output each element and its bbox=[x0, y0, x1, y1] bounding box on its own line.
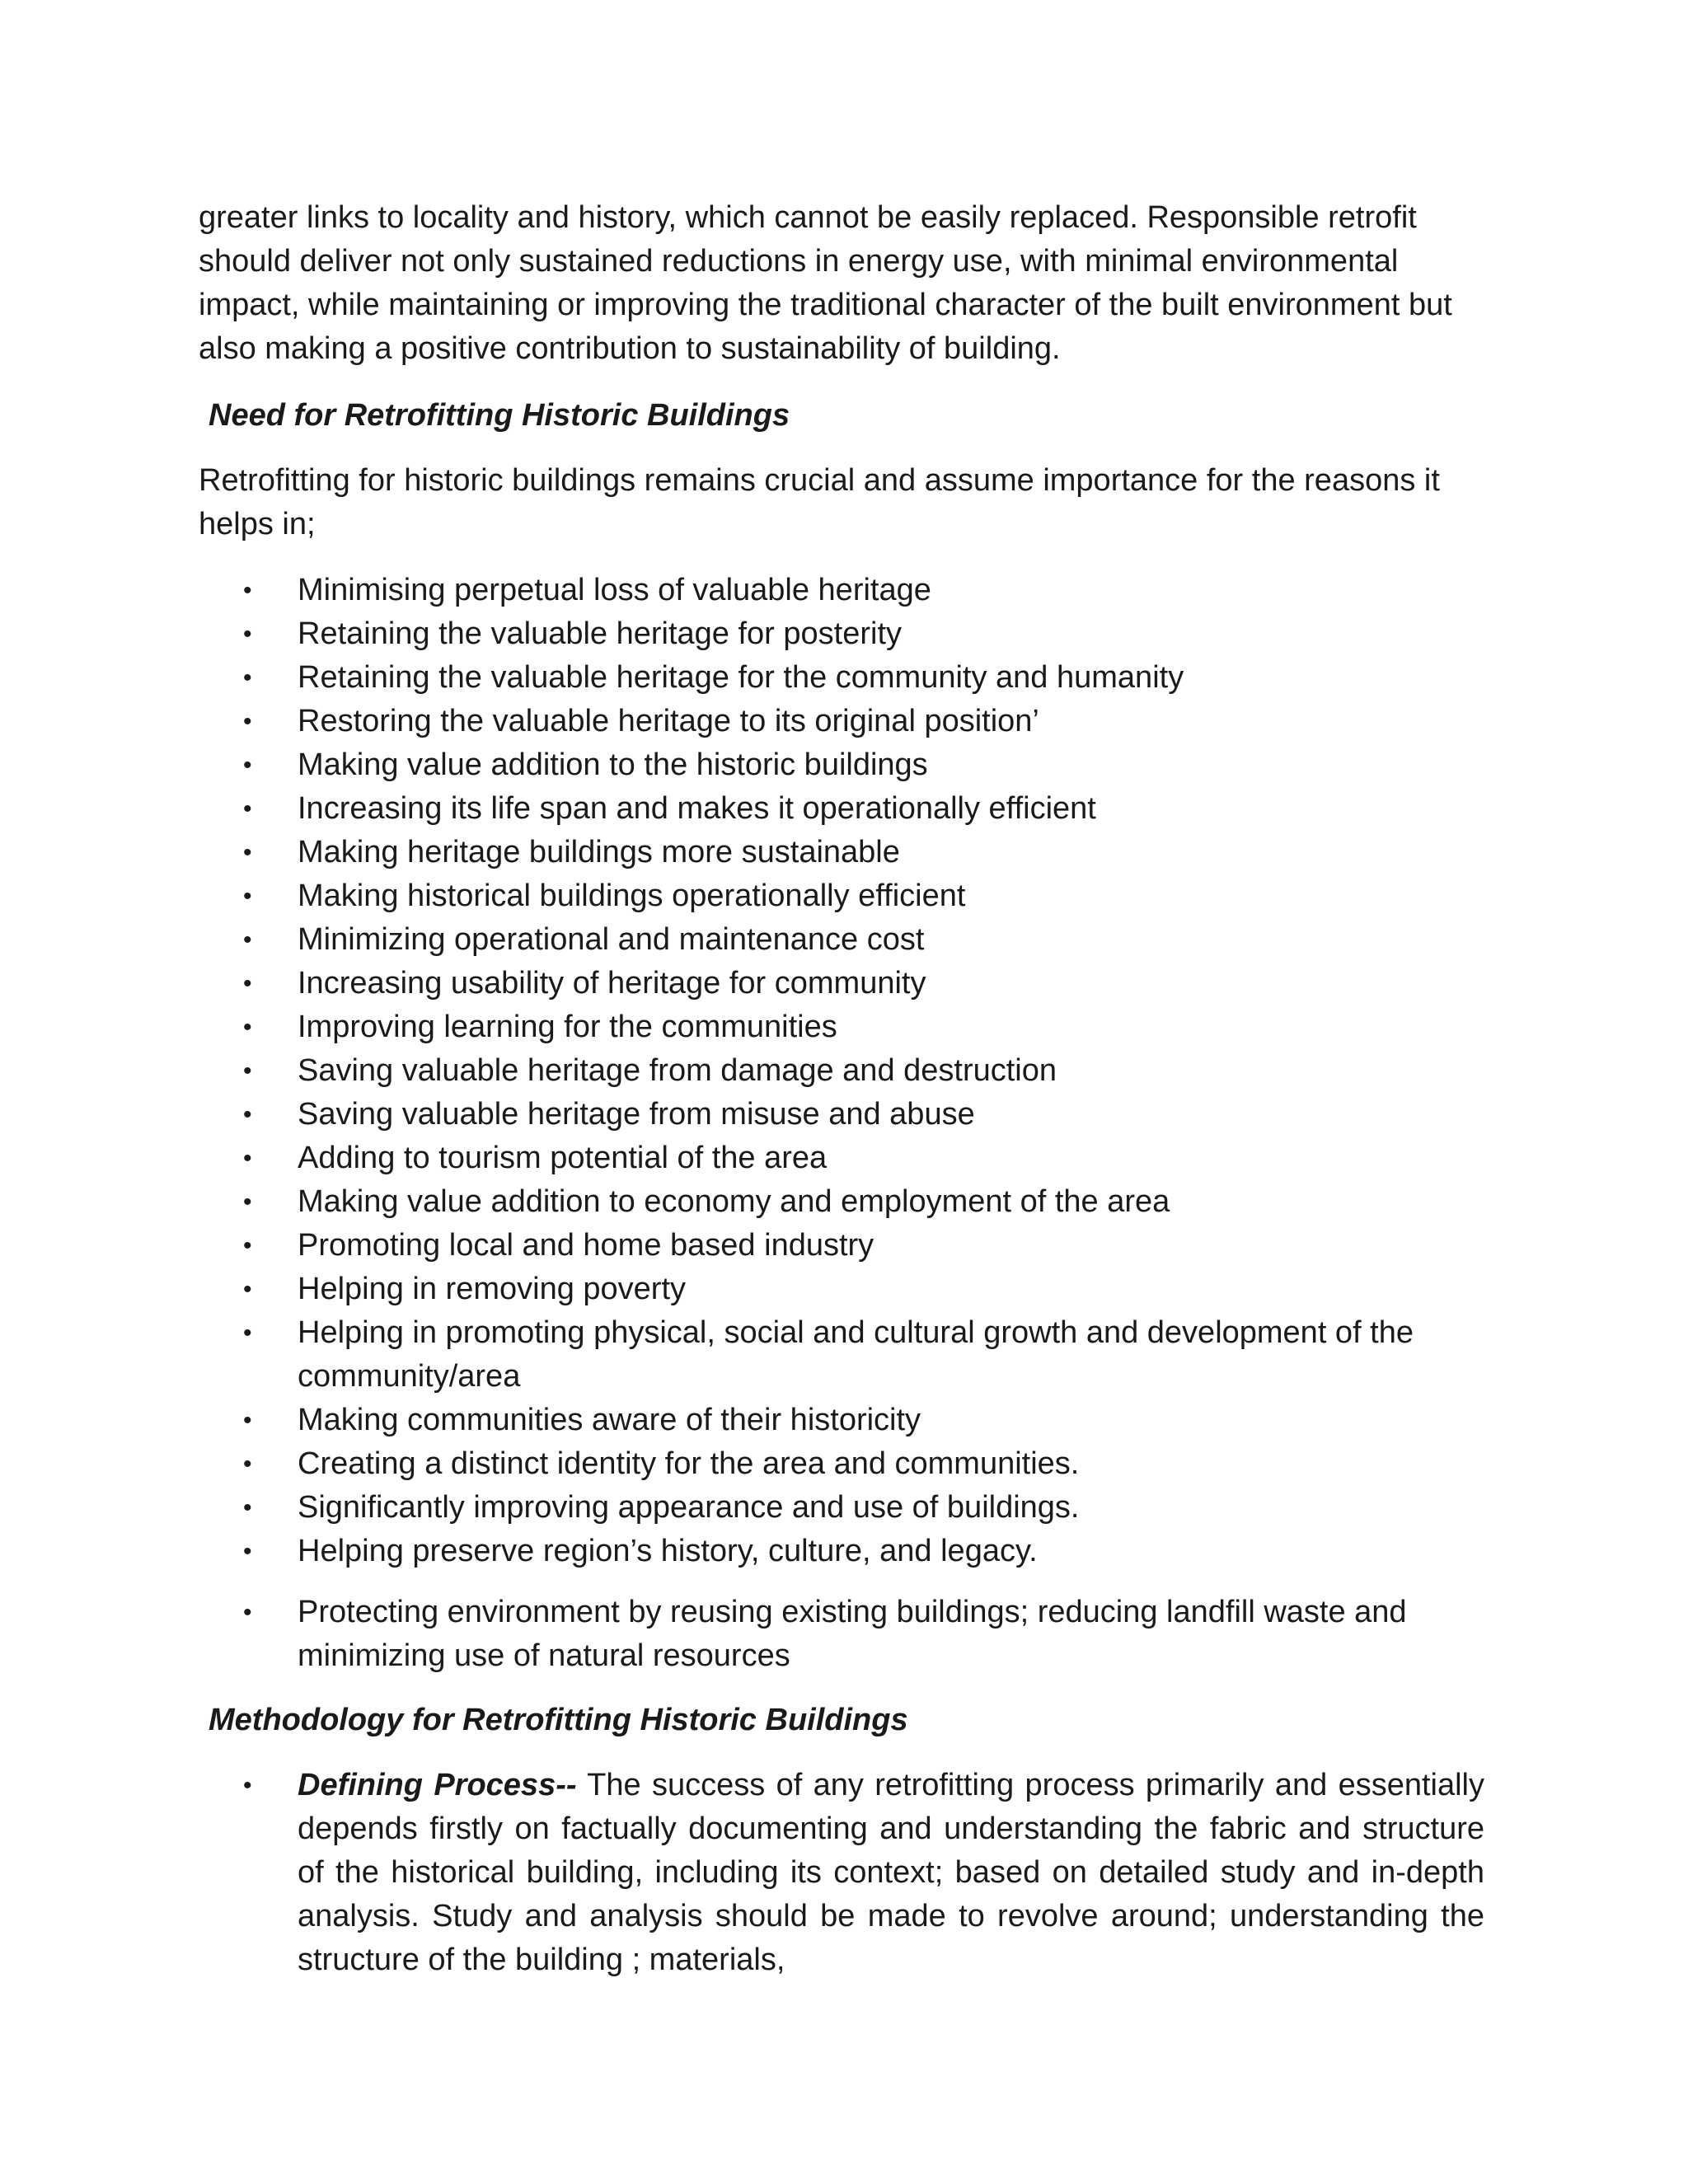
methodology-list bbox=[199, 1764, 1484, 1982]
list-item-text: Creating a distinct identity for the area and communities. bbox=[298, 1446, 1080, 1481]
list-item bbox=[199, 1399, 1484, 1442]
list-item bbox=[199, 874, 1484, 918]
reasons-list bbox=[199, 569, 1484, 1678]
list-item bbox=[199, 787, 1484, 831]
list-item bbox=[199, 1005, 1484, 1049]
list-item bbox=[199, 1486, 1484, 1530]
bullet-icon: • bbox=[243, 1232, 252, 1259]
list-item bbox=[199, 612, 1484, 656]
bullet-icon: • bbox=[243, 1599, 252, 1626]
methodology-item-text bbox=[298, 1764, 1484, 1982]
list-item-text: Retaining the valuable heritage for the community and humanity bbox=[298, 660, 1184, 695]
list-item bbox=[199, 1268, 1484, 1311]
need-heading: Need for Retrofitting Historic Buildings bbox=[209, 398, 790, 433]
list-item bbox=[199, 569, 1484, 612]
list-item bbox=[199, 1137, 1484, 1180]
bullet-icon: • bbox=[243, 1494, 252, 1521]
bullet-icon: • bbox=[243, 970, 252, 997]
bullet-icon: • bbox=[243, 664, 252, 691]
bullet-icon: • bbox=[243, 839, 252, 866]
bullet-icon: • bbox=[243, 1145, 252, 1172]
list-item bbox=[199, 831, 1484, 874]
list-item-text: Helping in removing poverty bbox=[298, 1272, 687, 1306]
bullet-icon: • bbox=[243, 577, 252, 604]
list-item bbox=[199, 1049, 1484, 1093]
list-item-text: Promoting local and home based industry bbox=[298, 1228, 874, 1263]
list-item-text: Minimizing operational and maintenance cost bbox=[298, 922, 925, 957]
methodology-heading: Methodology for Retrofitting Historic Buildings bbox=[209, 1703, 908, 1737]
bullet-icon: • bbox=[243, 1451, 252, 1478]
list-item bbox=[199, 1093, 1484, 1137]
list-item-text: Retaining the valuable heritage for posterity bbox=[298, 616, 903, 651]
page-content bbox=[199, 196, 1484, 1982]
list-item-text: Significantly improving appearance and use of buildings. bbox=[298, 1490, 1080, 1525]
list-item-text: Increasing its life span and makes it operationally efficient bbox=[298, 791, 1096, 826]
methodology-item-body: The success of any retrofitting process primarily and essentially depends firstly on factually documenting and understanding the fabric and structure of the historical building, including its context; based on detailed study and in-depth analysis. Study and analysis should be made to revolve around; understanding the structure of the building ; materials, bbox=[298, 1768, 1484, 1977]
bullet-icon: • bbox=[243, 752, 252, 779]
bullet-icon: • bbox=[243, 621, 252, 648]
bullet-icon: • bbox=[243, 883, 252, 910]
bullet-icon: • bbox=[243, 1407, 252, 1434]
list-item-text: Adding to tourism potential of the area bbox=[298, 1141, 828, 1175]
bullet-icon: • bbox=[243, 1057, 252, 1085]
intro-paragraph: greater links to locality and history, which cannot be easily replaced. Responsible retrofit should deliver not only sustained reductions in energy use, with minimal environmental impact, while maintaining or improving the traditional character of the built environment but also making a positive contribution to sustainability of building. bbox=[199, 200, 1452, 366]
list-item bbox=[199, 1224, 1484, 1268]
list-item bbox=[199, 1311, 1484, 1399]
list-item bbox=[199, 1764, 1484, 1982]
list-item-text: Protecting environment by reusing existing buildings; reducing landfill waste and minimizing use of natural resources bbox=[298, 1595, 1407, 1673]
list-item-text: Making historical buildings operationally efficient bbox=[298, 879, 966, 913]
list-item-text: Minimising perpetual loss of valuable heritage bbox=[298, 573, 931, 607]
bullet-icon: • bbox=[243, 1276, 252, 1303]
list-item bbox=[199, 918, 1484, 962]
list-item-text: Improving learning for the communities bbox=[298, 1010, 837, 1044]
bullet-icon: • bbox=[243, 926, 252, 954]
bullet-icon: • bbox=[243, 1101, 252, 1128]
list-item bbox=[199, 656, 1484, 700]
need-lead-paragraph: Retrofitting for historic buildings remains crucial and assume importance for the reasons it helps in; bbox=[199, 463, 1440, 541]
list-item bbox=[199, 700, 1484, 743]
list-item-text: Helping preserve region’s history, culture, and legacy. bbox=[298, 1534, 1038, 1568]
list-item bbox=[199, 1591, 1484, 1678]
list-item-text: Saving valuable heritage from misuse and abuse bbox=[298, 1097, 975, 1132]
list-item-text: Making value addition to economy and employment of the area bbox=[298, 1184, 1170, 1219]
list-item bbox=[199, 743, 1484, 787]
bullet-icon: • bbox=[243, 708, 252, 735]
list-item-text: Making value addition to the historic buildings bbox=[298, 748, 928, 782]
methodology-item-title: Defining Process-- bbox=[298, 1768, 577, 1802]
list-item-text: Helping in promoting physical, social and cultural growth and development of the community/area bbox=[298, 1315, 1414, 1394]
list-item-text: Increasing usability of heritage for community bbox=[298, 966, 926, 1001]
list-item bbox=[199, 1530, 1484, 1573]
list-item bbox=[199, 1180, 1484, 1224]
list-item bbox=[199, 962, 1484, 1005]
bullet-icon: • bbox=[243, 1188, 252, 1216]
bullet-icon: • bbox=[243, 1319, 252, 1347]
list-item-text: Restoring the valuable heritage to its original position’ bbox=[298, 704, 1039, 738]
list-item-text: Saving valuable heritage from damage and destruction bbox=[298, 1053, 1057, 1088]
list-item bbox=[199, 1442, 1484, 1486]
bullet-icon: • bbox=[243, 1538, 252, 1565]
bullet-icon: • bbox=[243, 1014, 252, 1041]
list-item-text: Making heritage buildings more sustainable bbox=[298, 835, 900, 869]
bullet-icon: • bbox=[243, 795, 252, 823]
bullet-icon: • bbox=[243, 1772, 252, 1799]
list-item-text: Making communities aware of their historicity bbox=[298, 1403, 921, 1437]
